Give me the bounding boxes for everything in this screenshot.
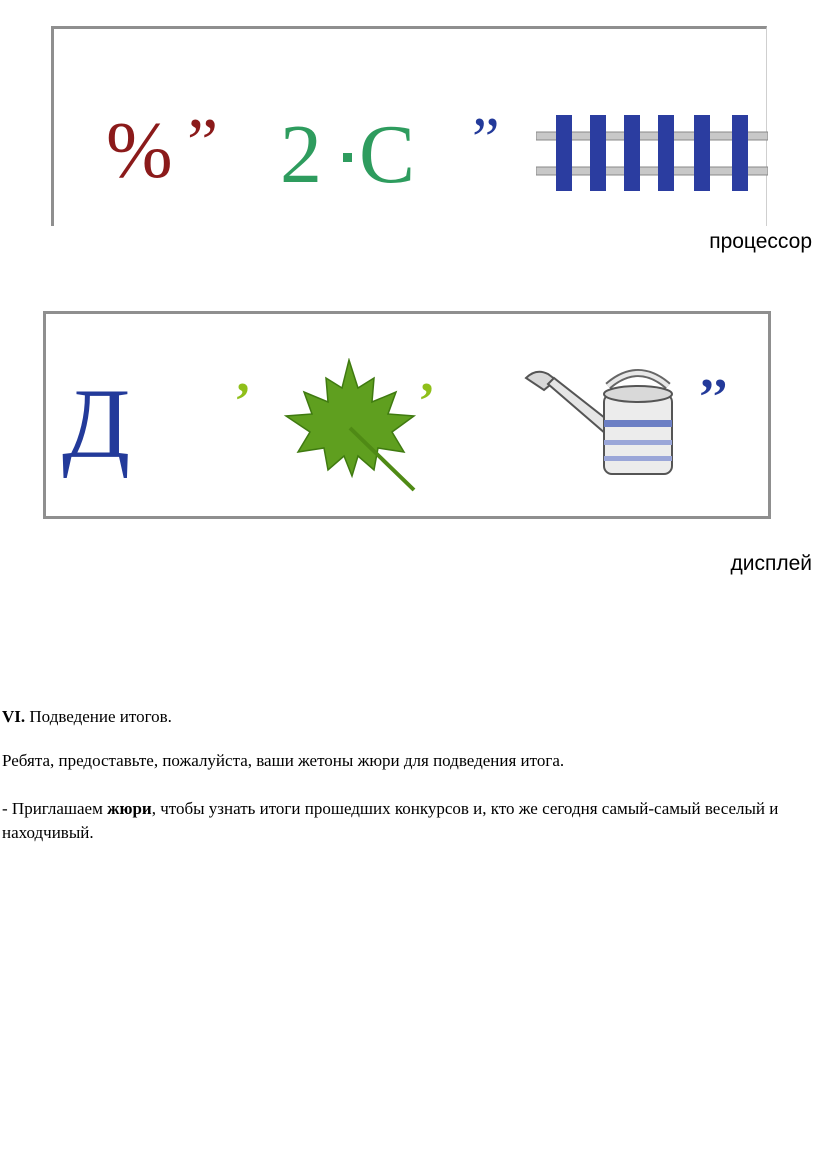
maple-leaf-icon: [274, 358, 424, 494]
paragraph-tokens: Ребята, предоставьте, пожалуйста, ваши жетоны жюри для подведения итога.: [2, 751, 565, 770]
jury-word: жюри: [107, 799, 152, 818]
quote-marks: ”: [187, 105, 213, 182]
answer-processor: процессор: [709, 230, 812, 253]
section-title: Подведение итогов.: [25, 707, 172, 726]
section-heading: [2, 705, 814, 729]
answer-display: дисплей: [730, 552, 812, 575]
invite-prefix: - Приглашаем: [2, 799, 108, 818]
rebus-display-panel: [43, 311, 771, 519]
apostrophe: ’: [234, 373, 252, 430]
invite-suffix: , чтобы узнать итоги прошедших конкурсов и, кто же сегодня самый-самый веселый и находчивый.: [2, 799, 779, 842]
letter-d: Д: [62, 368, 131, 479]
apostrophe: ’: [418, 373, 436, 430]
section-numeral: VI.: [2, 707, 26, 726]
double-apostrophe: ’’: [698, 369, 729, 426]
letter-c: С: [359, 108, 416, 201]
railway-track-icon: [536, 115, 768, 191]
quote-marks: ”: [472, 106, 500, 174]
rebus-processor-panel: [51, 26, 767, 226]
watering-can-icon: [518, 360, 688, 480]
dot-square: [343, 153, 352, 162]
paragraph-invite-jury: [2, 797, 814, 845]
digit-two: 2: [280, 108, 322, 201]
percent-sign: %: [106, 107, 173, 195]
